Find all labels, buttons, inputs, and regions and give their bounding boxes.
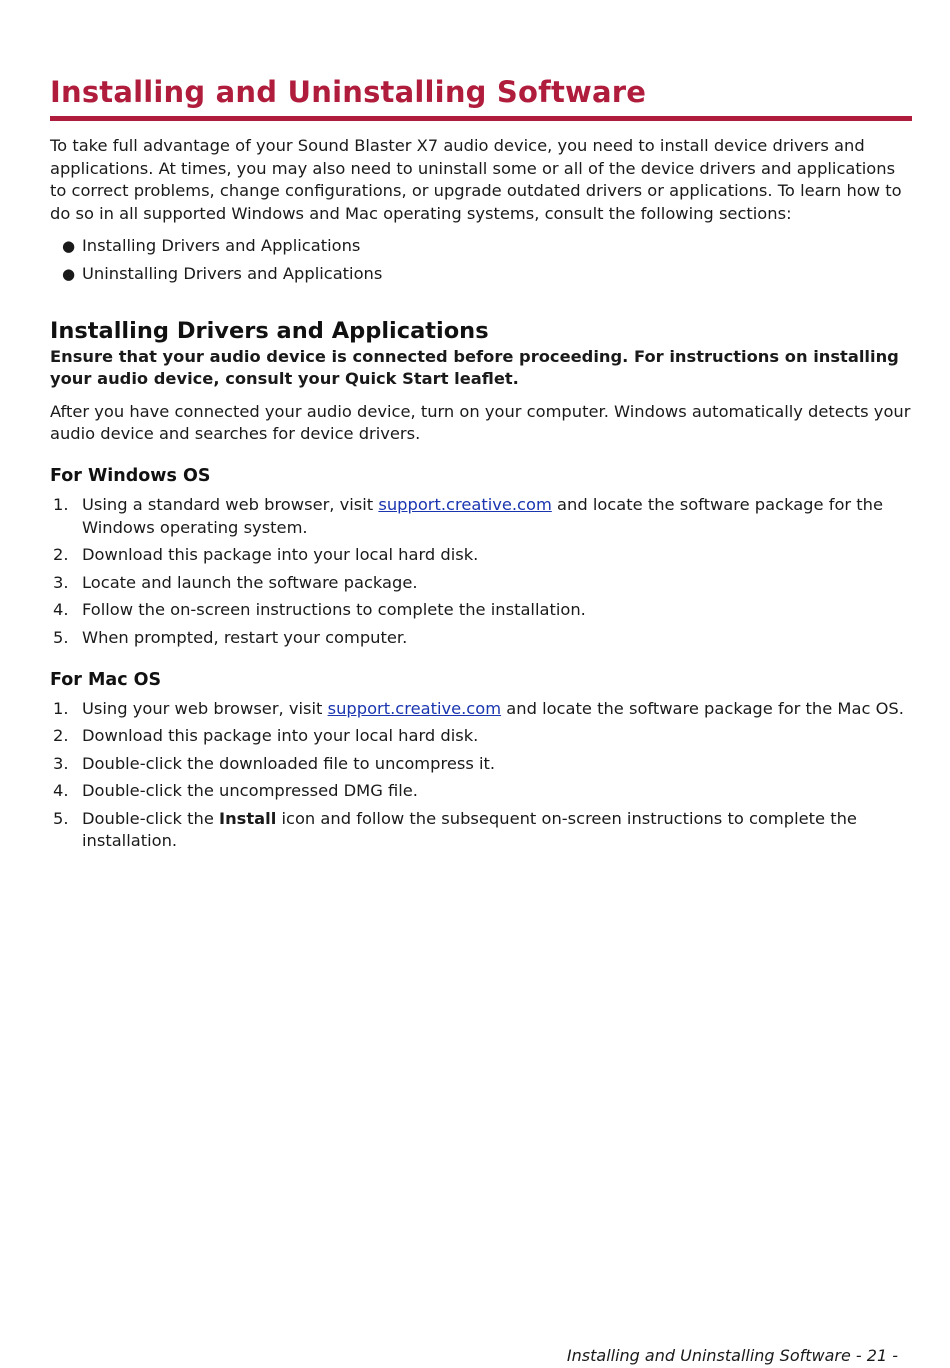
- step-text: Follow the on-screen instructions to complete the installation.: [82, 600, 586, 620]
- step-text: Download this package into your local hard disk.: [82, 545, 479, 565]
- section-heading: Installing Drivers and Applications: [50, 317, 489, 344]
- step-item: [50, 698, 912, 721]
- section-list-label: Installing Drivers and Applications: [82, 236, 361, 256]
- windows-steps: [50, 494, 912, 650]
- step-number: 2.: [53, 726, 69, 746]
- step-text: and locate the software package for the Mac OS.: [501, 698, 904, 718]
- step-text: icon and follow the subsequent on-screen instructions to complete the installation.: [82, 808, 857, 851]
- windows-heading: For Windows OS: [50, 465, 211, 486]
- step-item: [50, 494, 912, 539]
- after-connect-paragraph: After you have connected your audio device, turn on your computer. Windows automatically detects your audio device and searches for device drivers.: [50, 401, 911, 444]
- step-text: Double-click the uncompressed DMG file.: [82, 781, 418, 801]
- step-item: [50, 808, 912, 853]
- step-item: [50, 780, 912, 803]
- step-number: 3.: [53, 572, 69, 592]
- document-page: [50, 72, 912, 871]
- step-text: Locate and launch the software package.: [82, 572, 418, 592]
- step-item: [50, 572, 912, 595]
- step-text: Double-click the: [82, 808, 220, 828]
- bullet-icon: ●: [62, 264, 76, 283]
- support-link[interactable]: support.creative.com: [378, 494, 552, 514]
- bullet-icon: ●: [62, 237, 76, 256]
- step-text: Double-click the downloaded file to uncompress it.: [82, 753, 496, 773]
- step-number: 4.: [53, 600, 69, 620]
- step-text: and locate the software package for the Windows operating system.: [82, 494, 883, 537]
- step-item: [50, 544, 912, 567]
- step-item: [50, 753, 912, 776]
- step-text: Download this package into your local hard disk.: [82, 726, 479, 746]
- step-item: [50, 599, 912, 622]
- step-item: [50, 627, 912, 650]
- connection-note: Ensure that your audio device is connected before proceeding. For instructions on installing your audio device, consult your Quick Start leaflet.: [50, 346, 899, 389]
- step-text: Using a standard web browser, visit: [82, 494, 379, 514]
- section-list: [50, 235, 912, 285]
- section-list-item: [50, 263, 912, 286]
- step-number: 5.: [53, 808, 69, 828]
- step-number: 1.: [53, 698, 69, 718]
- title-rule: [50, 116, 912, 121]
- step-text: Using your web browser, visit: [82, 698, 328, 718]
- mac-steps: [50, 698, 912, 854]
- step-number: 2.: [53, 545, 69, 565]
- intro-paragraph: To take full advantage of your Sound Blaster X7 audio device, you need to install device drivers and applications. At times, you may also need to uninstall some or all of the device drivers and applications to correct problems, change configurations, or upgrade outdated drivers or applications. To learn how to do so in all supported Windows and Mac operating systems, consult the following sections:: [50, 136, 902, 223]
- page-title: Installing and Uninstalling Software: [50, 75, 647, 109]
- page-footer: Installing and Uninstalling Software - 21 -: [566, 1346, 898, 1365]
- install-icon-label: Install: [219, 808, 277, 828]
- support-link[interactable]: support.creative.com: [327, 698, 502, 718]
- step-number: 4.: [53, 781, 69, 801]
- section-list-item: [50, 235, 912, 258]
- step-text: When prompted, restart your computer.: [82, 627, 408, 647]
- step-number: 1.: [53, 494, 69, 514]
- mac-heading: For Mac OS: [50, 669, 162, 690]
- step-item: [50, 725, 912, 748]
- step-number: 3.: [53, 753, 69, 773]
- step-number: 5.: [53, 627, 69, 647]
- section-list-label: Uninstalling Drivers and Applications: [82, 263, 383, 283]
